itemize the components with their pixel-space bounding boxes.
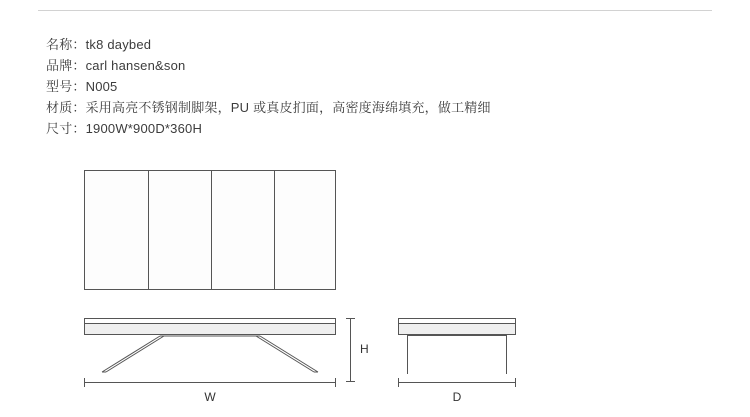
width-dimension-line: [84, 382, 336, 383]
spec-line-name: 名称：tk8 daybed: [46, 37, 152, 52]
cushion-divider: [274, 171, 275, 289]
specification-list: [46, 34, 666, 139]
spec-line-dimensions: 尺寸：1900W*900D*360H: [46, 121, 203, 136]
side-seat-body: [398, 324, 516, 335]
spec-line-model: 型号：N005: [46, 79, 118, 94]
side-leg-right: [506, 335, 507, 374]
width-dimension-label: W: [204, 390, 216, 404]
spec-line-brand: 品牌：carl hansen&son: [46, 58, 186, 73]
side-leg-crossbar: [407, 335, 507, 336]
header-divider: [38, 10, 712, 11]
side-leg-left: [407, 335, 408, 374]
depth-dimension-label: D: [452, 390, 462, 404]
front-leg-frame: [84, 334, 336, 374]
leg-frame-svg: [84, 334, 336, 374]
height-dimension-label: H: [360, 342, 369, 356]
front-elevation-drawing: [84, 318, 336, 378]
depth-dimension-line: [398, 382, 516, 383]
spec-line-material: 材质：采用高亮不锈钢制脚架，PU 或真皮扪面，高密度海绵填充，做工精细: [46, 100, 491, 115]
cushion-divider: [211, 171, 212, 289]
side-elevation-drawing: [398, 318, 516, 378]
cushion-divider: [148, 171, 149, 289]
plan-view-drawing: [84, 170, 336, 290]
height-dimension-line: [350, 318, 351, 382]
